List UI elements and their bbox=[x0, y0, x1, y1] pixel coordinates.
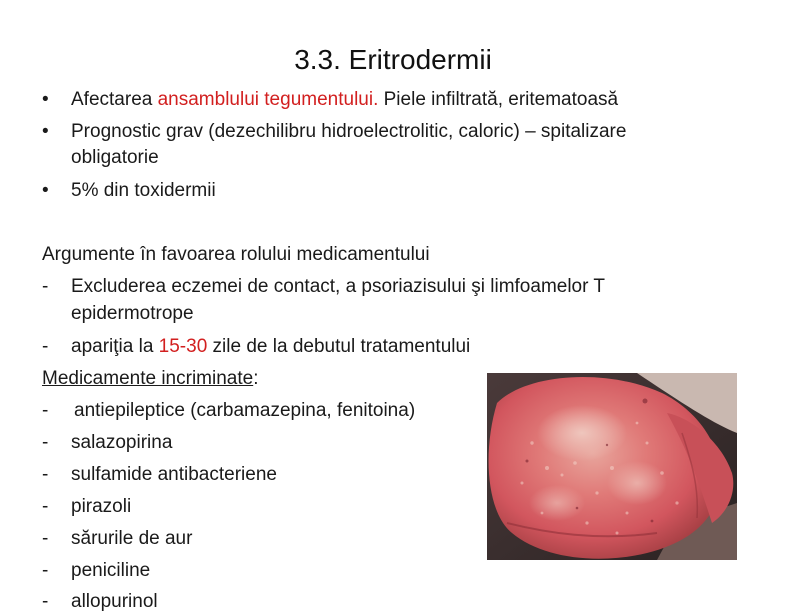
bullet-marker: • bbox=[42, 89, 49, 110]
bullet-marker: • bbox=[42, 180, 49, 201]
drug-item: allopurinol bbox=[71, 591, 158, 612]
bullet-text: 5% din toxidermii bbox=[71, 180, 216, 201]
bullet-text: Piele infiltrată, eritematoasă bbox=[378, 89, 619, 110]
drug-item: antiepileptice (carbamazepina, fenitoina) bbox=[74, 400, 416, 421]
drugs-heading bbox=[42, 368, 258, 390]
highlight-text: 15-30 bbox=[158, 336, 208, 357]
argument-item bbox=[71, 336, 470, 358]
argument-text: zile de la debutul tratamentului bbox=[207, 336, 471, 357]
dash-marker: - bbox=[42, 496, 49, 517]
slide-title: 3.3. Eritrodermii bbox=[294, 44, 492, 75]
argument-text: Excluderea eczemei de contact, a psoriazisului şi limfoamelor T bbox=[71, 276, 605, 297]
argument-text: apariţia la bbox=[71, 336, 159, 357]
dash-marker: - bbox=[42, 464, 49, 485]
drugs-heading-text: Medicamente incriminate bbox=[42, 368, 254, 389]
dash-marker: - bbox=[42, 400, 49, 421]
erythroderma-image bbox=[487, 373, 737, 560]
drug-item: pirazoli bbox=[71, 496, 132, 517]
dash-marker: - bbox=[42, 528, 49, 549]
drug-item: salazopirina bbox=[71, 432, 173, 453]
bullet-text-continued: obligatorie bbox=[71, 147, 159, 168]
bullet-item bbox=[71, 89, 618, 111]
clinical-photo bbox=[487, 373, 737, 560]
dash-marker: - bbox=[42, 432, 49, 453]
arguments-heading: Argumente în favoarea rolului medicamentului bbox=[42, 244, 430, 265]
drugs-heading-colon: : bbox=[253, 368, 259, 389]
drug-item: sărurile de aur bbox=[71, 528, 193, 549]
bullet-text: Afectarea bbox=[71, 89, 158, 110]
argument-text-continued: epidermotrope bbox=[71, 303, 194, 324]
bullet-text: Prognostic grav (dezechilibru hidroelectrolitic, caloric) – spitalizare bbox=[71, 121, 627, 142]
dash-marker: - bbox=[42, 591, 49, 612]
bullet-marker: • bbox=[42, 121, 49, 142]
dash-marker: - bbox=[42, 336, 49, 357]
drug-item: sulfamide antibacteriene bbox=[71, 464, 277, 485]
highlight-text: ansamblului tegumentului. bbox=[157, 89, 379, 110]
dash-marker: - bbox=[42, 276, 49, 297]
dash-marker: - bbox=[42, 560, 49, 581]
drug-item: peniciline bbox=[71, 560, 151, 581]
